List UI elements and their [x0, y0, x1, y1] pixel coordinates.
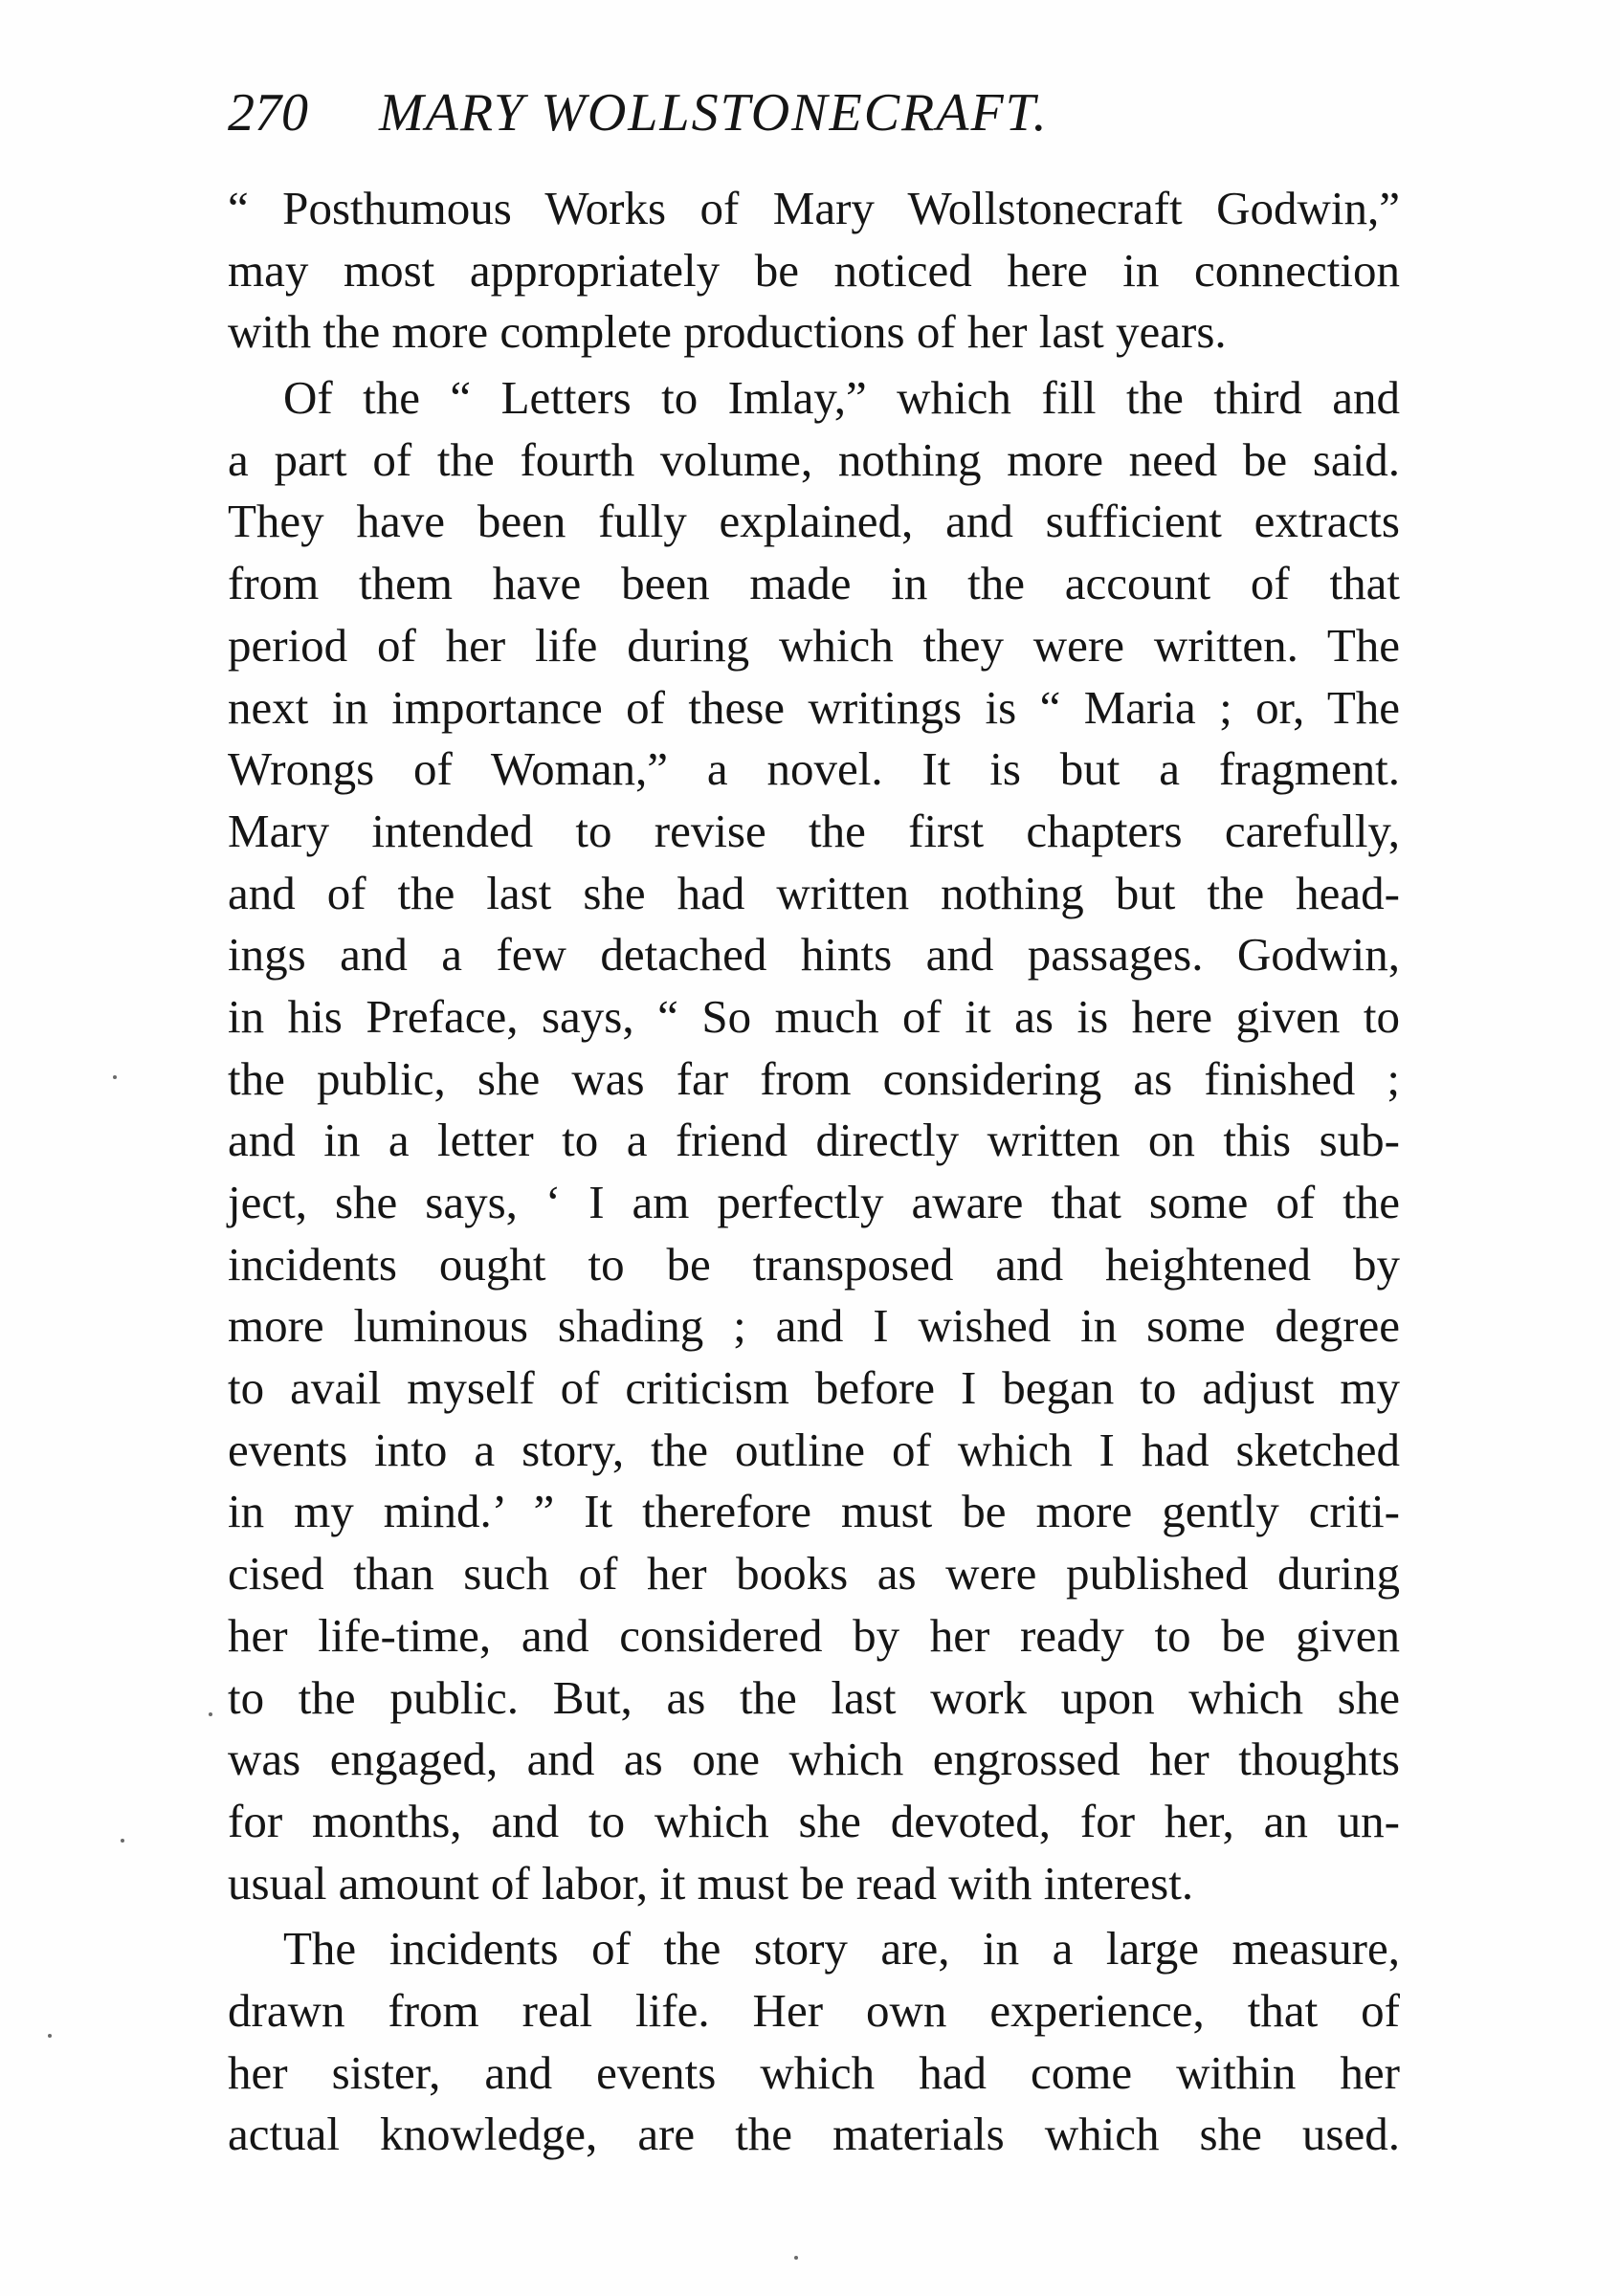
text-line: incidents ought to be transposed and heightened by	[228, 1237, 1400, 1291]
text-line: ings and a few detached hints and passages. Godwin,	[228, 928, 1400, 982]
text-line: Mary intended to revise the first chapters carefully,	[228, 804, 1400, 857]
text-line: her sister, and events which had come within her	[228, 2045, 1400, 2099]
text-line: a part of the fourth volume, nothing more need be said.	[228, 432, 1400, 486]
text-line: “ Posthumous Works of Mary Wollstonecraft Godwin,”	[228, 182, 1400, 234]
text-line: usual amount of labor, it must be read with interest.	[228, 1856, 1194, 1910]
text-line: in my mind.’ ” It therefore must be more gently criti-	[228, 1485, 1400, 1538]
text-line: actual knowledge, are the materials which she used.	[228, 2108, 1400, 2161]
running-head	[228, 75, 1405, 151]
text-line: the public, she was far from considering as finished ;	[228, 1051, 1400, 1105]
scan-speck	[48, 2034, 52, 2038]
text-line: to the public. But, as the last work upon which she	[228, 1670, 1400, 1724]
text-line: to avail myself of criticism before I began to adjust my	[228, 1361, 1400, 1415]
text-line: may most appropriately be noticed here in connection	[228, 243, 1400, 297]
running-title: MARY WOLLSTONECRAFT.	[379, 83, 1049, 143]
page-number: 270	[228, 83, 308, 143]
text-line: Of the “ Letters to Imlay,” which fill the third and	[283, 371, 1400, 425]
text-line: with the more complete productions of her last years.	[228, 305, 1227, 359]
text-line: period of her life during which they were written. The	[228, 618, 1400, 672]
text-line: ject, she says, ‘ I am perfectly aware that some of the	[228, 1176, 1400, 1228]
text-line: from them have been made in the account of that	[228, 557, 1400, 610]
text-line: her life-time, and considered by her ready to be given	[228, 1608, 1400, 1662]
body-text	[228, 178, 1400, 2166]
text-line: The incidents of the story are, in a large measure,	[283, 1922, 1400, 1976]
text-line: and of the last she had written nothing but the head-	[228, 866, 1400, 919]
text-line: They have been fully explained, and sufficient extracts	[228, 495, 1400, 548]
text-line: was engaged, and as one which engrossed her thoughts	[228, 1733, 1400, 1786]
scan-speck	[209, 1712, 212, 1716]
text-line: in his Preface, says, “ So much of it as is here given to	[228, 989, 1400, 1043]
scan-speck	[121, 1839, 124, 1843]
text-line: drawn from real life. Her own experience, that of	[228, 1983, 1400, 2037]
scan-speck	[794, 2256, 798, 2260]
text-line: and in a letter to a friend directly written on this sub-	[228, 1114, 1400, 1167]
scan-speck	[113, 1075, 117, 1079]
text-line: for months, and to which she devoted, for her, an un-	[228, 1794, 1400, 1847]
text-line: more luminous shading ; and I wished in some degree	[228, 1299, 1400, 1353]
text-line: next in importance of these writings is “ Maria ; or, The	[228, 680, 1400, 734]
text-line: Wrongs of Woman,” a novel. It is but a fragment.	[228, 742, 1400, 796]
text-line: events into a story, the outline of which I had sketched	[228, 1423, 1400, 1476]
text-line: cised than such of her books as were published during	[228, 1547, 1400, 1601]
